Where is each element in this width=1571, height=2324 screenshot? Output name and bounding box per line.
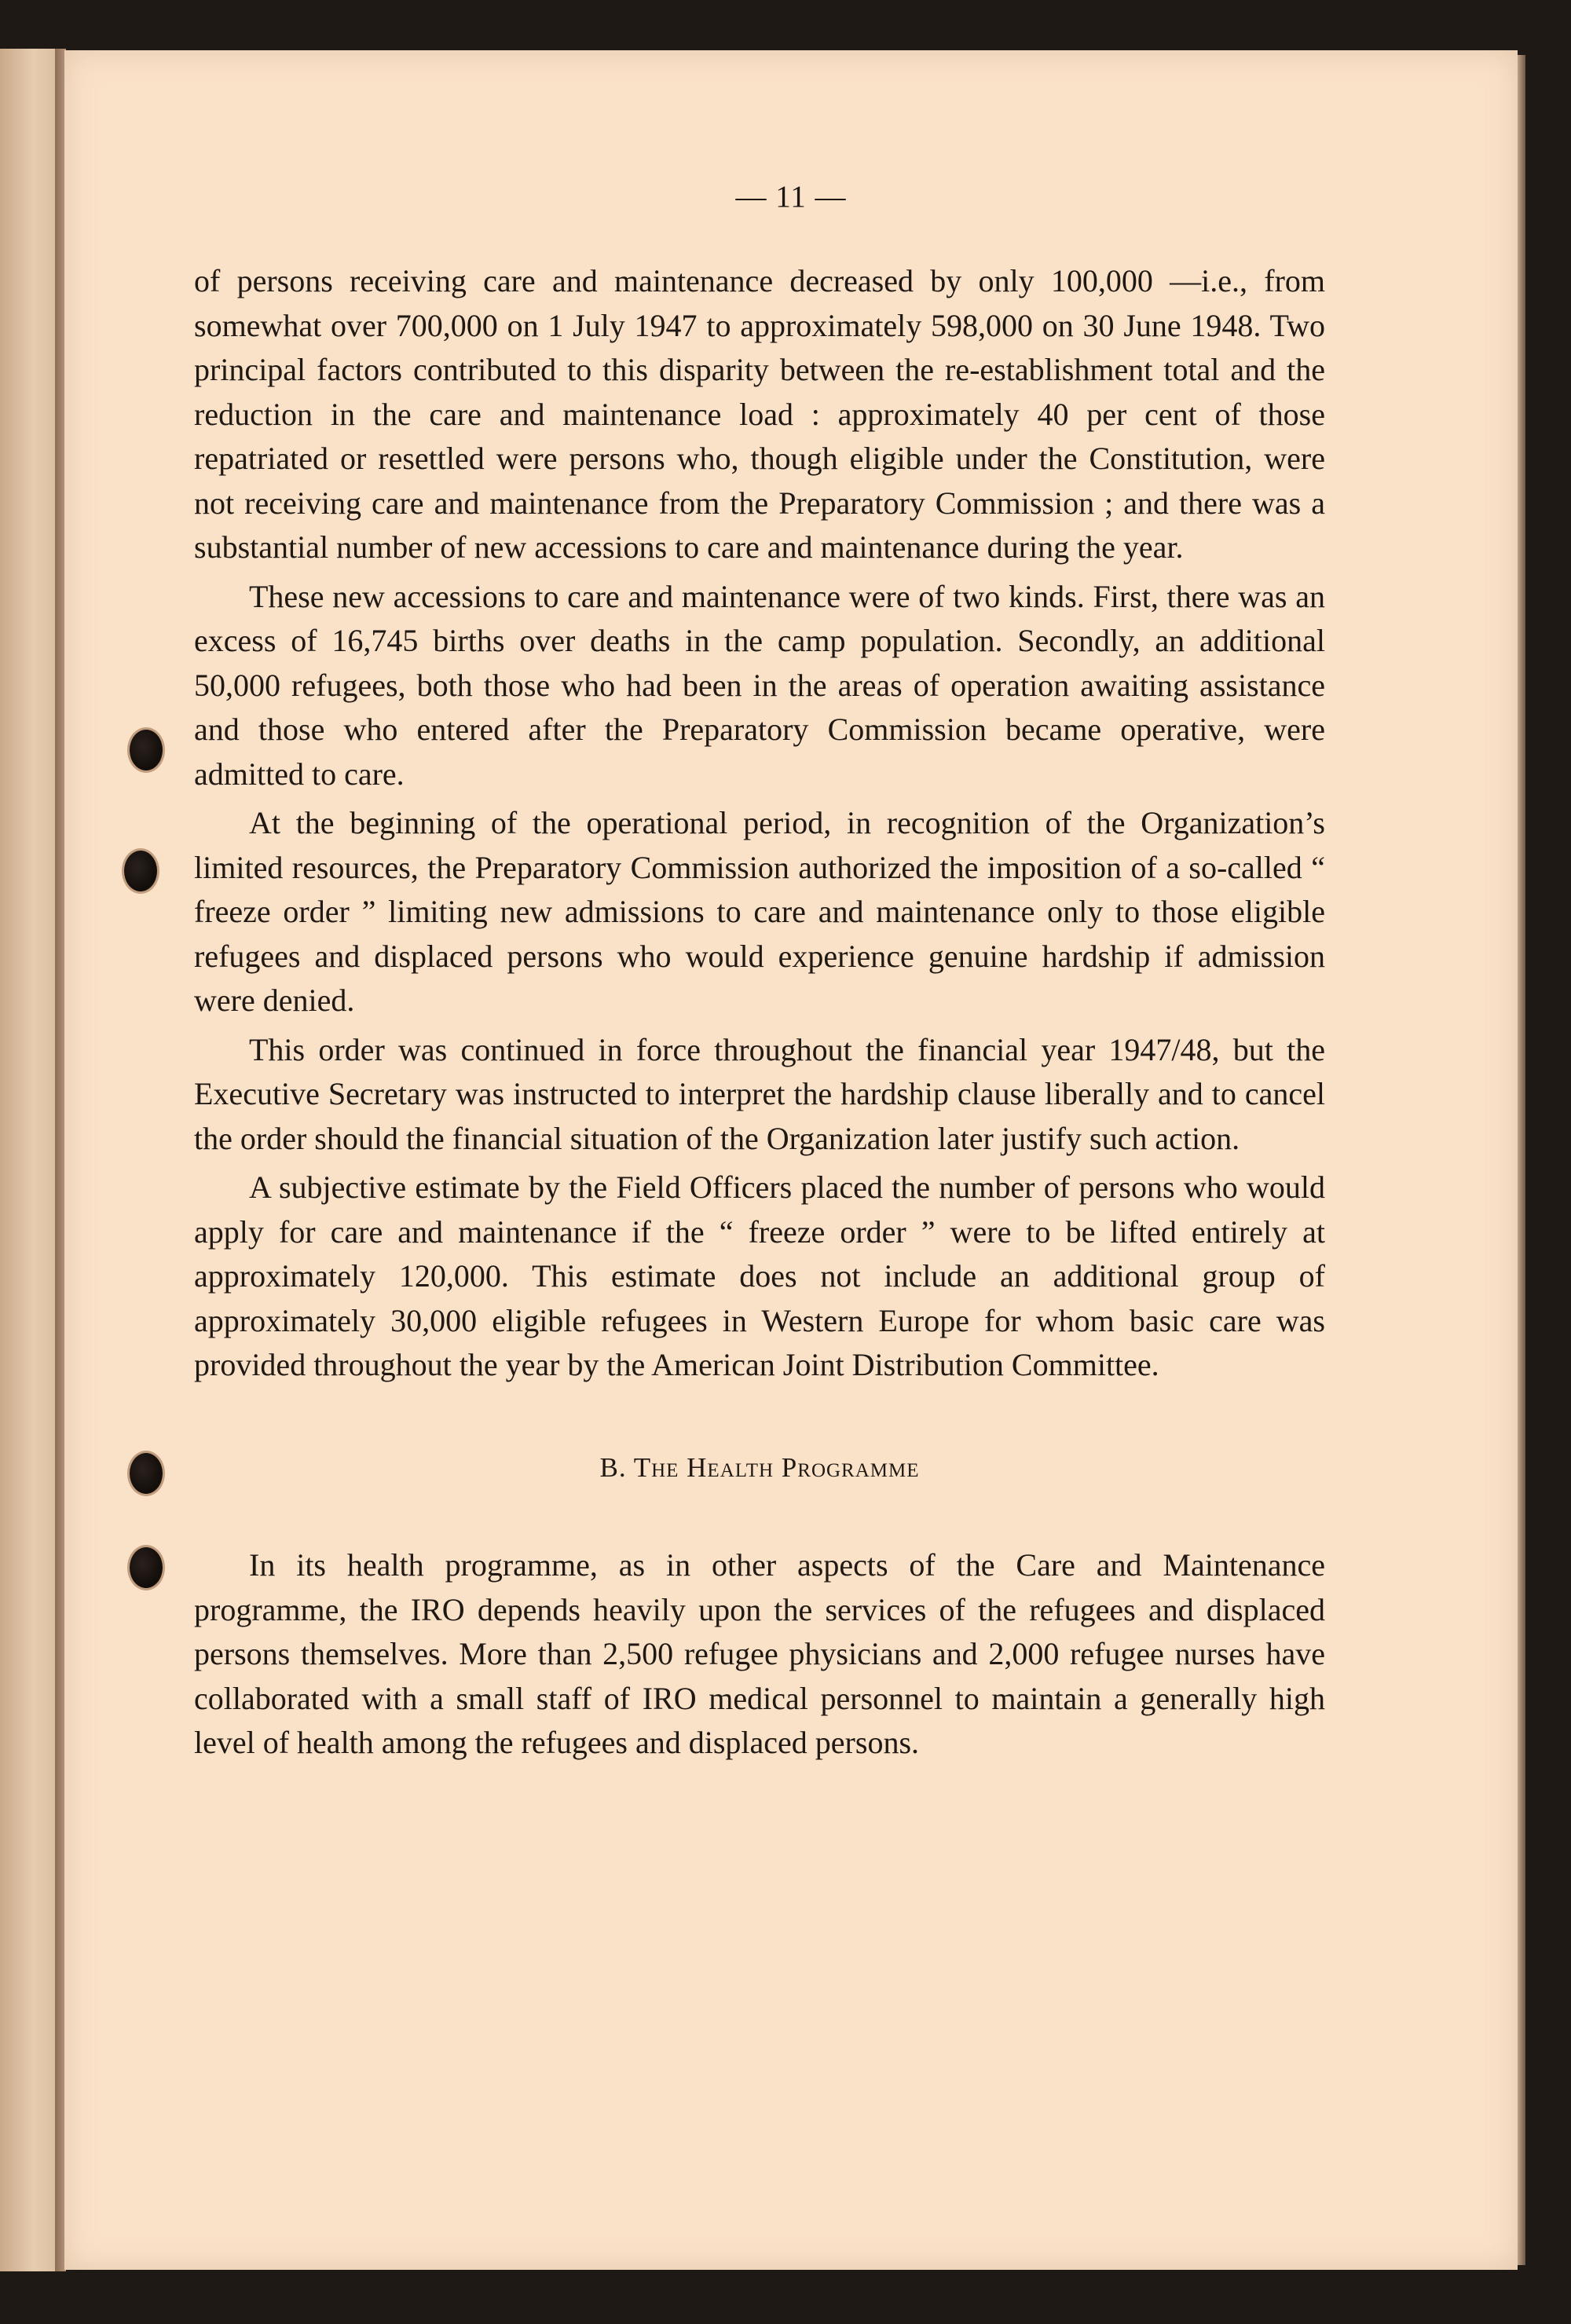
punch-hole bbox=[122, 848, 159, 894]
paragraph: A subjective estimate by the Field Officers placed the number of persons who would apply for care and maintenance if the “ freeze order ” were to be lifted entirely at approximately 120,000. This estimate does not include an additional group of approximately 30,000 eligible refugees in Western Europe for whom basic care was provided throughout the year by the American Joint Distribution Committee. bbox=[194, 1169, 1325, 1382]
facing-page-edge bbox=[0, 49, 61, 2271]
punch-hole bbox=[127, 727, 165, 773]
body-text bbox=[194, 259, 1325, 1770]
paragraph: This order was continued in force throughout the financial year 1947/48, but the Executive Secretary was instructed to interpret the hardship clause liberally and to cancel the order should the financial situation of the Organization later justify such action. bbox=[194, 1031, 1325, 1156]
page-number: — 11 — bbox=[735, 180, 847, 214]
paragraph: In its health programme, as in other aspects of the Care and Maintenance programme, the IRO depends heavily upon the services of the refugees and displaced persons themselves. More than 2,500 refugee physicians and 2,000 refugee nurses have collaborated with a small staff of IRO medical personnel to maintain a generally high level of health among the refugees and displaced persons. bbox=[194, 1547, 1325, 1760]
paragraph: These new accessions to care and maintenance were of two kinds. First, there was an excess of 16,745 births over deaths in the camp population. Secondly, an additional 50,000 refugees, both those who had been in the areas of operation awaiting assistance and those who entered after the Preparatory Commission became operative, were admitted to care. bbox=[194, 578, 1325, 792]
punch-hole bbox=[127, 1451, 165, 1496]
paragraph: of persons receiving care and maintenance decreased by only 100,000 —i.e., from somewhat over 700,000 on 1 July 1947 to approximately 598,000 on 30 June 1948. Two principal factors contributed to this disparity between the re-establishment total and the reduction in the care and maintenance load : approximately 40 per cent of those repatriated or resettled were persons who, though eligible under the Constitution, were not receiving care and maintenance from the Preparatory Commission ; and there was a substantial number of new accessions to care and maintenance during the year. bbox=[194, 263, 1325, 565]
section-heading: B. The Health Programme bbox=[599, 1451, 920, 1483]
paragraph: At the beginning of the operational period, in recognition of the Organization’s limited resources, the Preparatory Commission authorized the imposition of a so-called “ freeze order ” limiting new admissions to care and maintenance only to those eligible refugees and displaced persons who would experience genuine hardship if admission were denied. bbox=[194, 805, 1325, 1018]
punch-hole bbox=[127, 1545, 165, 1590]
